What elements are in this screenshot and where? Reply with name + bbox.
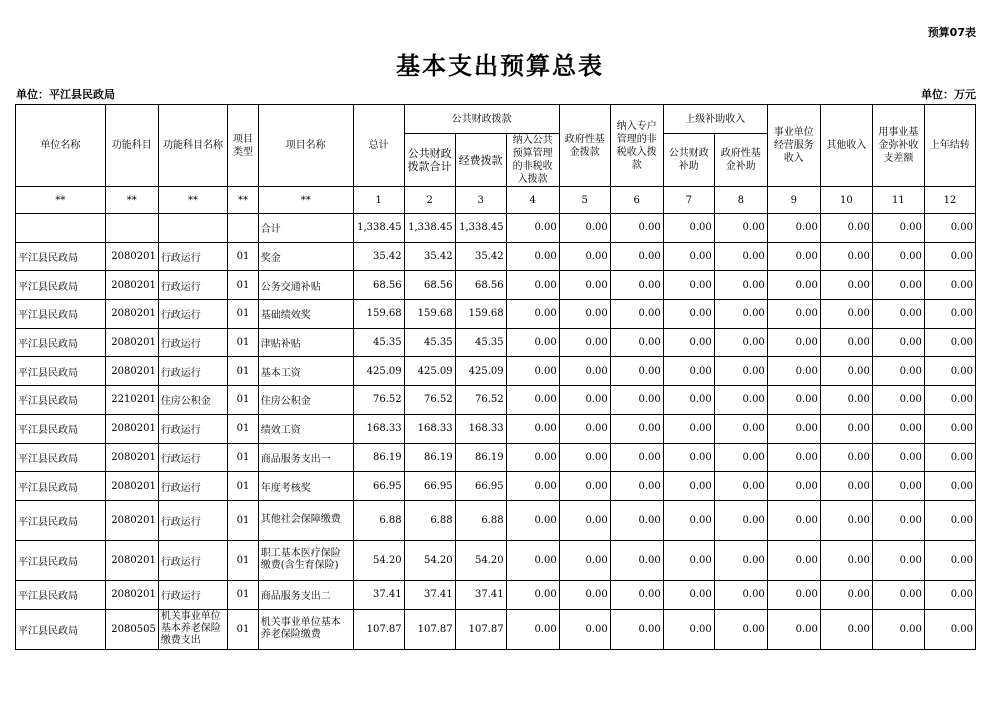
col-sup-public: 公共财政补助 [663, 134, 714, 187]
item-type-cell: 01 [228, 271, 259, 300]
value-cell: 0.00 [559, 414, 610, 443]
value-cell: 0.00 [767, 540, 820, 580]
index-cell: ** [16, 187, 106, 214]
value-cell: 0.00 [610, 300, 663, 329]
value-cell: 45.35 [404, 328, 455, 357]
item-name-cell: 年度考核奖 [258, 472, 353, 501]
total-value-cell: 0.00 [924, 214, 975, 243]
value-cell: 0.00 [663, 414, 714, 443]
total-value-cell: 0.00 [663, 214, 714, 243]
value-cell: 0.00 [506, 300, 559, 329]
value-cell: 35.42 [353, 242, 404, 271]
value-cell: 425.09 [353, 357, 404, 386]
index-cell: 2 [404, 187, 455, 214]
value-cell: 45.35 [353, 328, 404, 357]
value-cell: 0.00 [924, 540, 975, 580]
value-cell: 0.00 [924, 357, 975, 386]
table-row [16, 580, 976, 609]
value-cell: 0.00 [714, 472, 767, 501]
item-name-cell: 绩效工资 [258, 414, 353, 443]
value-cell: 0.00 [663, 357, 714, 386]
value-cell: 0.00 [924, 500, 975, 540]
func-code-cell: 2080201 [105, 540, 158, 580]
value-cell: 0.00 [559, 386, 610, 415]
value-cell: 76.52 [404, 386, 455, 415]
index-cell: 5 [559, 187, 610, 214]
unit-name-cell: 平江县民政局 [16, 540, 106, 580]
item-type-cell: 01 [228, 300, 259, 329]
value-cell: 0.00 [924, 300, 975, 329]
value-cell: 425.09 [404, 357, 455, 386]
func-name-cell: 行政运行 [158, 300, 227, 329]
value-cell: 0.00 [872, 357, 924, 386]
item-name-cell: 其他社会保障缴费 [258, 500, 353, 540]
unit-name-cell: 平江县民政局 [16, 300, 106, 329]
value-cell: 0.00 [820, 300, 872, 329]
table-row [16, 443, 976, 472]
value-cell: 0.00 [559, 443, 610, 472]
item-type-cell: 01 [228, 500, 259, 540]
value-cell: 0.00 [663, 328, 714, 357]
value-cell: 0.00 [559, 271, 610, 300]
item-name-cell: 住房公积金 [258, 386, 353, 415]
value-cell: 0.00 [714, 271, 767, 300]
value-cell: 0.00 [924, 271, 975, 300]
value-cell: 37.41 [404, 580, 455, 609]
value-cell: 0.00 [924, 386, 975, 415]
value-cell: 0.00 [663, 609, 714, 649]
value-cell: 68.56 [455, 271, 506, 300]
value-cell: 0.00 [714, 328, 767, 357]
value-cell: 0.00 [820, 500, 872, 540]
value-cell: 0.00 [559, 300, 610, 329]
func-code-cell: 2080201 [105, 328, 158, 357]
value-cell: 0.00 [506, 386, 559, 415]
value-cell: 68.56 [404, 271, 455, 300]
item-type-cell: 01 [228, 242, 259, 271]
value-cell: 76.52 [353, 386, 404, 415]
func-name-cell: 行政运行 [158, 271, 227, 300]
value-cell: 0.00 [924, 472, 975, 501]
item-type-cell: 01 [228, 328, 259, 357]
value-cell: 0.00 [714, 500, 767, 540]
func-code-cell: 2080201 [105, 242, 158, 271]
func-code-cell: 2080201 [105, 357, 158, 386]
unit-name-cell: 平江县民政局 [16, 609, 106, 649]
value-cell: 0.00 [559, 540, 610, 580]
item-name-cell: 基础绩效奖 [258, 300, 353, 329]
index-cell: 4 [506, 187, 559, 214]
value-cell: 0.00 [767, 242, 820, 271]
value-cell: 0.00 [872, 472, 924, 501]
value-cell: 0.00 [663, 386, 714, 415]
value-cell: 0.00 [559, 242, 610, 271]
unit-name-cell: 平江县民政局 [16, 500, 106, 540]
value-cell: 37.41 [455, 580, 506, 609]
table-row [16, 271, 976, 300]
value-cell: 0.00 [872, 242, 924, 271]
value-cell: 0.00 [506, 580, 559, 609]
value-cell: 0.00 [506, 540, 559, 580]
table-row [16, 472, 976, 501]
value-cell: 86.19 [353, 443, 404, 472]
value-cell: 0.00 [559, 580, 610, 609]
table-row [16, 414, 976, 443]
value-cell: 0.00 [610, 414, 663, 443]
value-cell: 0.00 [506, 328, 559, 357]
value-cell: 86.19 [455, 443, 506, 472]
col-pf-total: 公共财政拨款合计 [404, 134, 455, 187]
value-cell: 0.00 [767, 271, 820, 300]
func-code-cell: 2080201 [105, 271, 158, 300]
value-cell: 0.00 [714, 443, 767, 472]
index-cell: 7 [663, 187, 714, 214]
page-title: 基本支出预算总表 [396, 52, 604, 80]
value-cell: 0.00 [506, 500, 559, 540]
func-name-cell: 行政运行 [158, 580, 227, 609]
value-cell: 0.00 [714, 414, 767, 443]
value-cell: 0.00 [924, 328, 975, 357]
func-name-cell: 行政运行 [158, 357, 227, 386]
value-cell: 37.41 [353, 580, 404, 609]
value-cell: 0.00 [663, 271, 714, 300]
col-pf-funding: 经费拨款 [455, 134, 506, 187]
value-cell: 0.00 [872, 609, 924, 649]
value-cell: 107.87 [404, 609, 455, 649]
value-cell: 168.33 [353, 414, 404, 443]
index-cell: 10 [820, 187, 872, 214]
table-row [16, 300, 976, 329]
col-business-income: 事业单位经营服务收入 [767, 105, 820, 187]
value-cell: 0.00 [872, 300, 924, 329]
value-cell: 0.00 [872, 580, 924, 609]
func-code-cell: 2080201 [105, 300, 158, 329]
value-cell: 0.00 [767, 609, 820, 649]
value-cell: 0.00 [872, 328, 924, 357]
value-cell: 0.00 [820, 271, 872, 300]
organization-unit: 单位：平江县民政局 [16, 88, 115, 101]
value-cell: 0.00 [663, 540, 714, 580]
col-gov-fund: 政府性基金拨款 [559, 105, 610, 187]
value-cell: 0.00 [820, 242, 872, 271]
index-cell: ** [158, 187, 227, 214]
value-cell: 0.00 [820, 443, 872, 472]
total-value-cell: 0.00 [767, 214, 820, 243]
value-cell: 0.00 [663, 443, 714, 472]
value-cell: 0.00 [559, 357, 610, 386]
total-value-cell: 0.00 [506, 214, 559, 243]
col-func-code: 功能科目 [105, 105, 158, 187]
item-name-cell: 商品服务支出一 [258, 443, 353, 472]
col-total: 总计 [353, 105, 404, 187]
value-cell: 168.33 [455, 414, 506, 443]
value-cell: 0.00 [610, 386, 663, 415]
value-cell: 0.00 [872, 443, 924, 472]
value-cell: 0.00 [872, 271, 924, 300]
value-cell: 66.95 [455, 472, 506, 501]
value-cell: 425.09 [455, 357, 506, 386]
value-cell: 0.00 [559, 500, 610, 540]
budget-table [15, 104, 976, 650]
index-cell: 9 [767, 187, 820, 214]
func-code-cell: 2080201 [105, 500, 158, 540]
value-cell: 0.00 [820, 580, 872, 609]
value-cell: 0.00 [506, 443, 559, 472]
value-cell: 159.68 [353, 300, 404, 329]
item-name-cell: 职工基本医疗保险缴费(含生育保险) [258, 540, 353, 580]
value-cell: 0.00 [506, 414, 559, 443]
func-name-cell: 行政运行 [158, 472, 227, 501]
value-cell: 0.00 [767, 386, 820, 415]
item-type-cell: 01 [228, 443, 259, 472]
unit-name-cell: 平江县民政局 [16, 328, 106, 357]
total-value-cell: 1,338.45 [404, 214, 455, 243]
func-code-cell: 2080201 [105, 443, 158, 472]
index-cell: ** [228, 187, 259, 214]
value-cell: 0.00 [767, 414, 820, 443]
total-value-cell: 0.00 [714, 214, 767, 243]
value-cell: 76.52 [455, 386, 506, 415]
value-cell: 0.00 [506, 472, 559, 501]
value-cell: 0.00 [714, 386, 767, 415]
col-group-superior: 上级补助收入 [663, 105, 767, 134]
value-cell: 35.42 [455, 242, 506, 271]
value-cell: 68.56 [353, 271, 404, 300]
table-row [16, 540, 976, 580]
unit-name-cell: 平江县民政局 [16, 443, 106, 472]
value-cell: 0.00 [610, 580, 663, 609]
item-type-cell: 01 [228, 609, 259, 649]
unit-name-cell: 平江县民政局 [16, 472, 106, 501]
index-cell: 1 [353, 187, 404, 214]
index-cell: ** [258, 187, 353, 214]
table-row [16, 328, 976, 357]
func-code-cell: 2210201 [105, 386, 158, 415]
value-cell: 6.88 [404, 500, 455, 540]
table-row [16, 386, 976, 415]
currency-unit: 单位：万元 [921, 88, 976, 101]
func-name-cell: 行政运行 [158, 328, 227, 357]
index-cell: 6 [610, 187, 663, 214]
value-cell: 86.19 [404, 443, 455, 472]
value-cell: 6.88 [353, 500, 404, 540]
value-cell: 0.00 [767, 443, 820, 472]
col-func-name: 功能科目名称 [158, 105, 227, 187]
value-cell: 54.20 [455, 540, 506, 580]
value-cell: 0.00 [663, 580, 714, 609]
value-cell: 35.42 [404, 242, 455, 271]
index-cell: ** [105, 187, 158, 214]
func-code-cell: 2080505 [105, 609, 158, 649]
func-name-cell: 机关事业单位基本养老保险缴费支出 [158, 609, 227, 649]
value-cell: 0.00 [872, 500, 924, 540]
value-cell: 0.00 [663, 472, 714, 501]
value-cell: 0.00 [559, 609, 610, 649]
value-cell: 0.00 [714, 300, 767, 329]
value-cell: 0.00 [820, 328, 872, 357]
value-cell: 0.00 [924, 609, 975, 649]
value-cell: 168.33 [404, 414, 455, 443]
value-cell: 0.00 [767, 500, 820, 540]
item-name-cell: 津贴补贴 [258, 328, 353, 357]
value-cell: 0.00 [767, 328, 820, 357]
value-cell: 54.20 [353, 540, 404, 580]
value-cell: 6.88 [455, 500, 506, 540]
value-cell: 0.00 [714, 242, 767, 271]
col-unit-name: 单位名称 [16, 105, 106, 187]
total-value-cell: 1,338.45 [455, 214, 506, 243]
col-group-public-finance: 公共财政拨款 [404, 105, 559, 134]
total-label: 合计 [258, 214, 353, 243]
value-cell: 0.00 [924, 443, 975, 472]
total-row [16, 214, 976, 243]
item-type-cell: 01 [228, 386, 259, 415]
col-sup-gov-fund: 政府性基金补助 [714, 134, 767, 187]
func-name-cell: 行政运行 [158, 414, 227, 443]
value-cell: 107.87 [455, 609, 506, 649]
value-cell: 0.00 [559, 328, 610, 357]
value-cell: 45.35 [455, 328, 506, 357]
value-cell: 0.00 [924, 414, 975, 443]
col-fund-gap: 用事业基金弥补收支差额 [872, 105, 924, 187]
value-cell: 0.00 [820, 414, 872, 443]
item-name-cell: 公务交通补贴 [258, 271, 353, 300]
total-value-cell: 0.00 [872, 214, 924, 243]
value-cell: 0.00 [767, 580, 820, 609]
unit-name-cell: 平江县民政局 [16, 386, 106, 415]
item-name-cell: 机关事业单位基本养老保险缴费 [258, 609, 353, 649]
value-cell: 54.20 [404, 540, 455, 580]
func-name-cell: 行政运行 [158, 500, 227, 540]
func-code-cell: 2080201 [105, 580, 158, 609]
value-cell: 66.95 [353, 472, 404, 501]
value-cell: 0.00 [820, 472, 872, 501]
item-name-cell: 商品服务支出二 [258, 580, 353, 609]
value-cell: 0.00 [610, 443, 663, 472]
value-cell: 0.00 [663, 500, 714, 540]
col-other-income: 其他收入 [820, 105, 872, 187]
unit-name-cell: 平江县民政局 [16, 242, 106, 271]
value-cell: 0.00 [506, 242, 559, 271]
item-type-cell: 01 [228, 580, 259, 609]
value-cell: 0.00 [714, 357, 767, 386]
item-type-cell: 01 [228, 414, 259, 443]
value-cell: 0.00 [610, 271, 663, 300]
value-cell: 0.00 [506, 271, 559, 300]
form-code: 预算07表 [927, 26, 976, 39]
unit-name-cell: 平江县民政局 [16, 271, 106, 300]
unit-name-cell: 平江县民政局 [16, 414, 106, 443]
total-value-cell: 0.00 [610, 214, 663, 243]
func-code-cell: 2080201 [105, 472, 158, 501]
col-carryover: 上年结转 [924, 105, 975, 187]
value-cell: 0.00 [663, 242, 714, 271]
value-cell: 0.00 [872, 540, 924, 580]
value-cell: 0.00 [610, 472, 663, 501]
func-code-cell: 2080201 [105, 414, 158, 443]
unit-name-cell: 平江县民政局 [16, 580, 106, 609]
index-cell: 3 [455, 187, 506, 214]
value-cell: 0.00 [924, 242, 975, 271]
value-cell: 0.00 [610, 500, 663, 540]
value-cell: 0.00 [924, 580, 975, 609]
table-row [16, 500, 976, 540]
value-cell: 0.00 [714, 609, 767, 649]
value-cell: 0.00 [820, 386, 872, 415]
table-row [16, 609, 976, 649]
value-cell: 0.00 [610, 357, 663, 386]
value-cell: 0.00 [820, 357, 872, 386]
value-cell: 0.00 [820, 609, 872, 649]
col-item-type: 项目类型 [228, 105, 259, 187]
index-cell: 12 [924, 187, 975, 214]
index-row [16, 187, 976, 214]
col-pf-nontax: 纳入公共预算管理的非税收入拨款 [506, 134, 559, 187]
index-cell: 8 [714, 187, 767, 214]
value-cell: 0.00 [820, 540, 872, 580]
unit-name-cell: 平江县民政局 [16, 357, 106, 386]
value-cell: 159.68 [455, 300, 506, 329]
item-type-cell: 01 [228, 472, 259, 501]
total-value-cell: 0.00 [820, 214, 872, 243]
value-cell: 0.00 [506, 609, 559, 649]
item-type-cell: 01 [228, 540, 259, 580]
item-name-cell: 基本工资 [258, 357, 353, 386]
value-cell: 66.95 [404, 472, 455, 501]
table-row [16, 357, 976, 386]
item-name-cell: 奖金 [258, 242, 353, 271]
value-cell: 0.00 [610, 609, 663, 649]
value-cell: 159.68 [404, 300, 455, 329]
value-cell: 0.00 [767, 472, 820, 501]
func-name-cell: 行政运行 [158, 242, 227, 271]
value-cell: 0.00 [767, 357, 820, 386]
total-value-cell: 1,338.45 [353, 214, 404, 243]
value-cell: 0.00 [610, 328, 663, 357]
item-type-cell: 01 [228, 357, 259, 386]
total-value-cell: 0.00 [559, 214, 610, 243]
value-cell: 0.00 [872, 386, 924, 415]
index-cell: 11 [872, 187, 924, 214]
value-cell: 0.00 [872, 414, 924, 443]
value-cell: 0.00 [714, 540, 767, 580]
func-name-cell: 行政运行 [158, 443, 227, 472]
value-cell: 0.00 [767, 300, 820, 329]
value-cell: 0.00 [559, 472, 610, 501]
value-cell: 0.00 [610, 242, 663, 271]
value-cell: 0.00 [714, 580, 767, 609]
col-item-name: 项目名称 [258, 105, 353, 187]
value-cell: 0.00 [506, 357, 559, 386]
table-row [16, 242, 976, 271]
col-special-nontax: 纳入专户管理的非税收入拨款 [610, 105, 663, 187]
func-name-cell: 住房公积金 [158, 386, 227, 415]
func-name-cell: 行政运行 [158, 540, 227, 580]
value-cell: 107.87 [353, 609, 404, 649]
value-cell: 0.00 [610, 540, 663, 580]
value-cell: 0.00 [663, 300, 714, 329]
